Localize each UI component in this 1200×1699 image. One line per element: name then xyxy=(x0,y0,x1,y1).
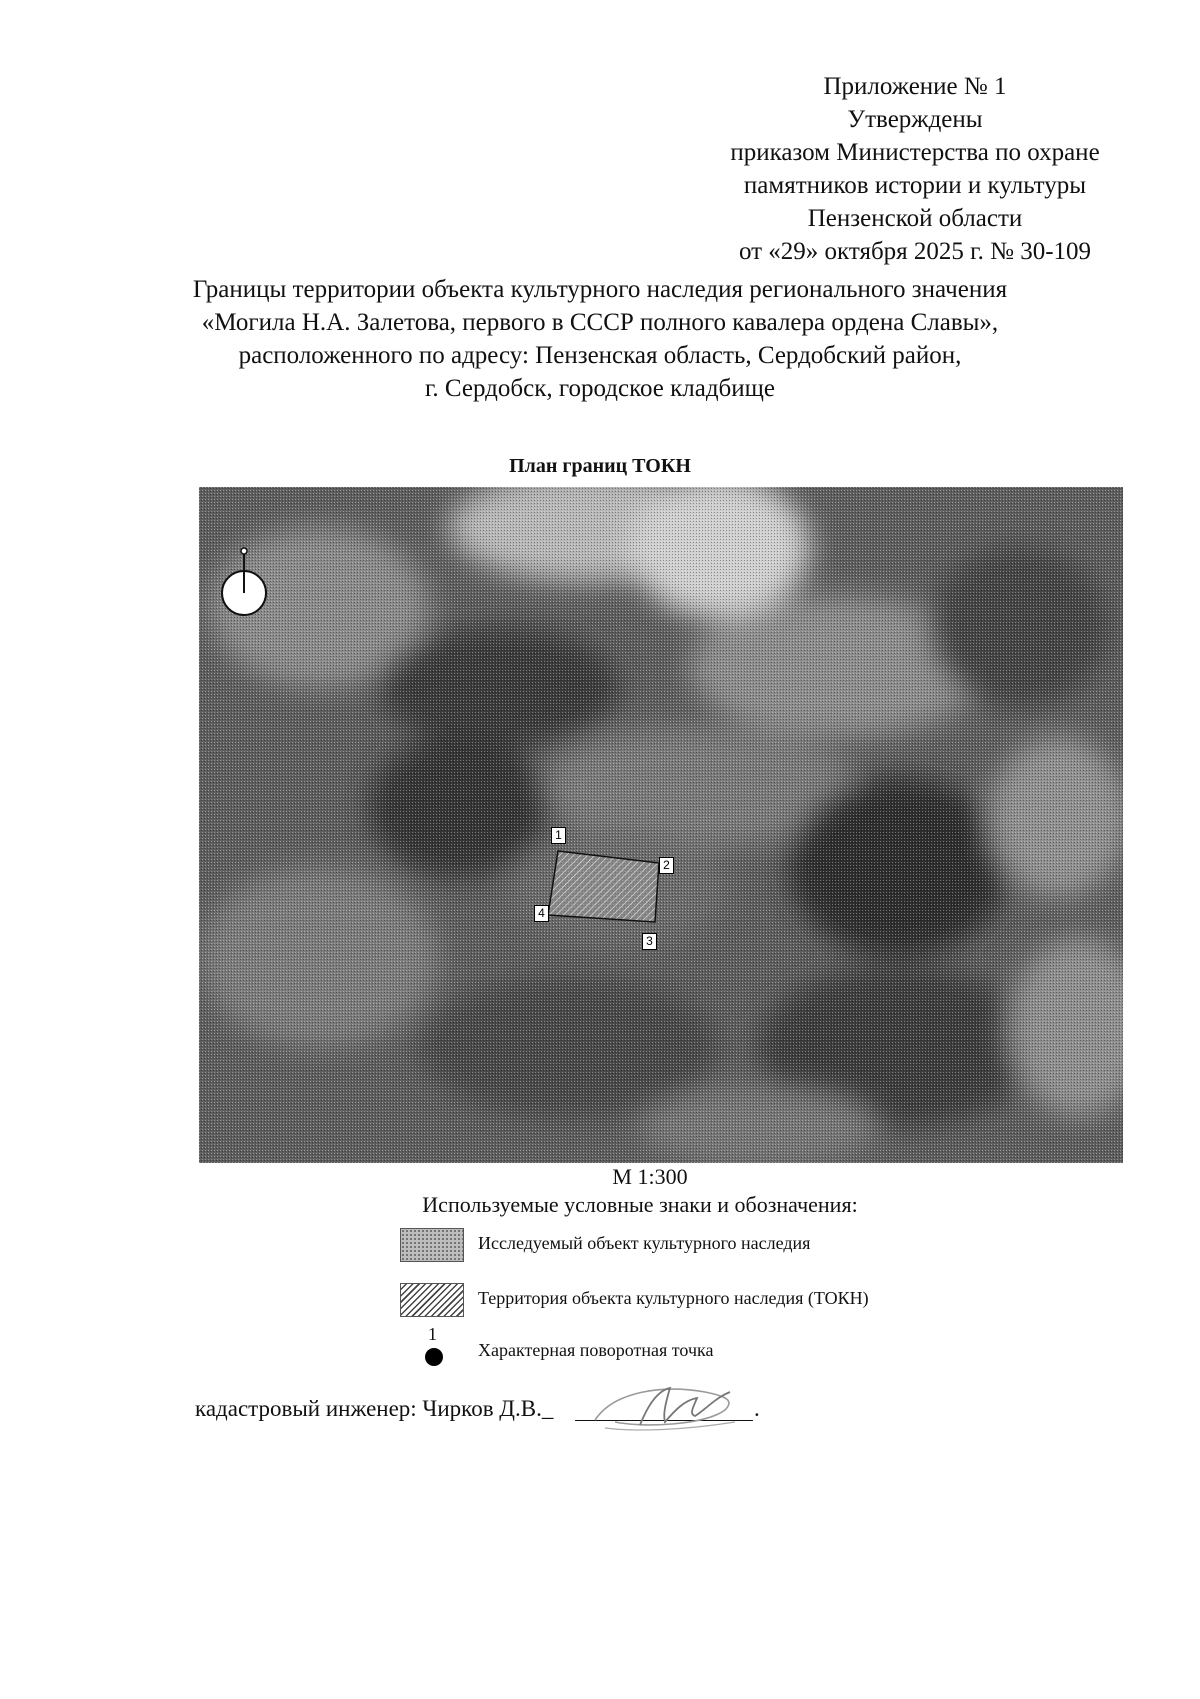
title-line: г. Сердобск, городское кладбище xyxy=(425,375,775,402)
handwritten-signature xyxy=(585,1370,755,1440)
header-line: Приложение № 1 xyxy=(823,73,1007,100)
signature-end: . xyxy=(754,1396,760,1421)
title-line: расположенного по адресу: Пензенская область, Сердобский район, xyxy=(238,342,962,369)
legend-label: Территория объекта культурного наследия (ТОКН) xyxy=(478,1288,869,1308)
dotted-fill-swatch xyxy=(400,1228,464,1262)
legend-point-number: 1 xyxy=(428,1324,437,1344)
north-arrow-icon xyxy=(219,543,269,623)
approval-header xyxy=(690,70,1140,268)
header-line: памятников истории и культуры xyxy=(743,172,1087,199)
boundary-point-label: 3 xyxy=(642,933,657,950)
map-image xyxy=(199,487,1123,1163)
boundary-point-label: 2 xyxy=(659,857,674,874)
title-line: Границы территории объекта культурного наследия регионального значения xyxy=(192,276,1008,303)
map-scale: М 1:300 xyxy=(612,1164,688,1189)
legend-title: Используемые условные знаки и обозначения: xyxy=(422,1192,858,1217)
header-line: Утверждены xyxy=(847,106,983,133)
boundary-point-label: 4 xyxy=(534,905,549,922)
hatched-fill-swatch xyxy=(400,1283,464,1317)
boundary-point-label: 1 xyxy=(551,827,566,844)
signature-caption: кадастровый инженер: Чирков Д.В._ xyxy=(195,1396,554,1421)
title-line: «Могила Н.А. Залетова, первого в СССР полного кавалера ордена Славы», xyxy=(201,309,999,336)
header-line: от «29» октября 2025 г. № 30-109 xyxy=(738,238,1092,265)
header-line: Пензенской области xyxy=(807,205,1023,232)
header-line: приказом Министерства по охране xyxy=(730,139,1100,166)
point-marker-icon xyxy=(425,1348,443,1366)
legend-label: Характерная поворотная точка xyxy=(478,1340,714,1360)
aerial-map xyxy=(199,487,1123,1163)
document-title xyxy=(150,273,1050,405)
plan-title: План границ ТОКН xyxy=(509,455,691,477)
legend-label: Исследуемый объект культурного наследия xyxy=(478,1233,811,1253)
